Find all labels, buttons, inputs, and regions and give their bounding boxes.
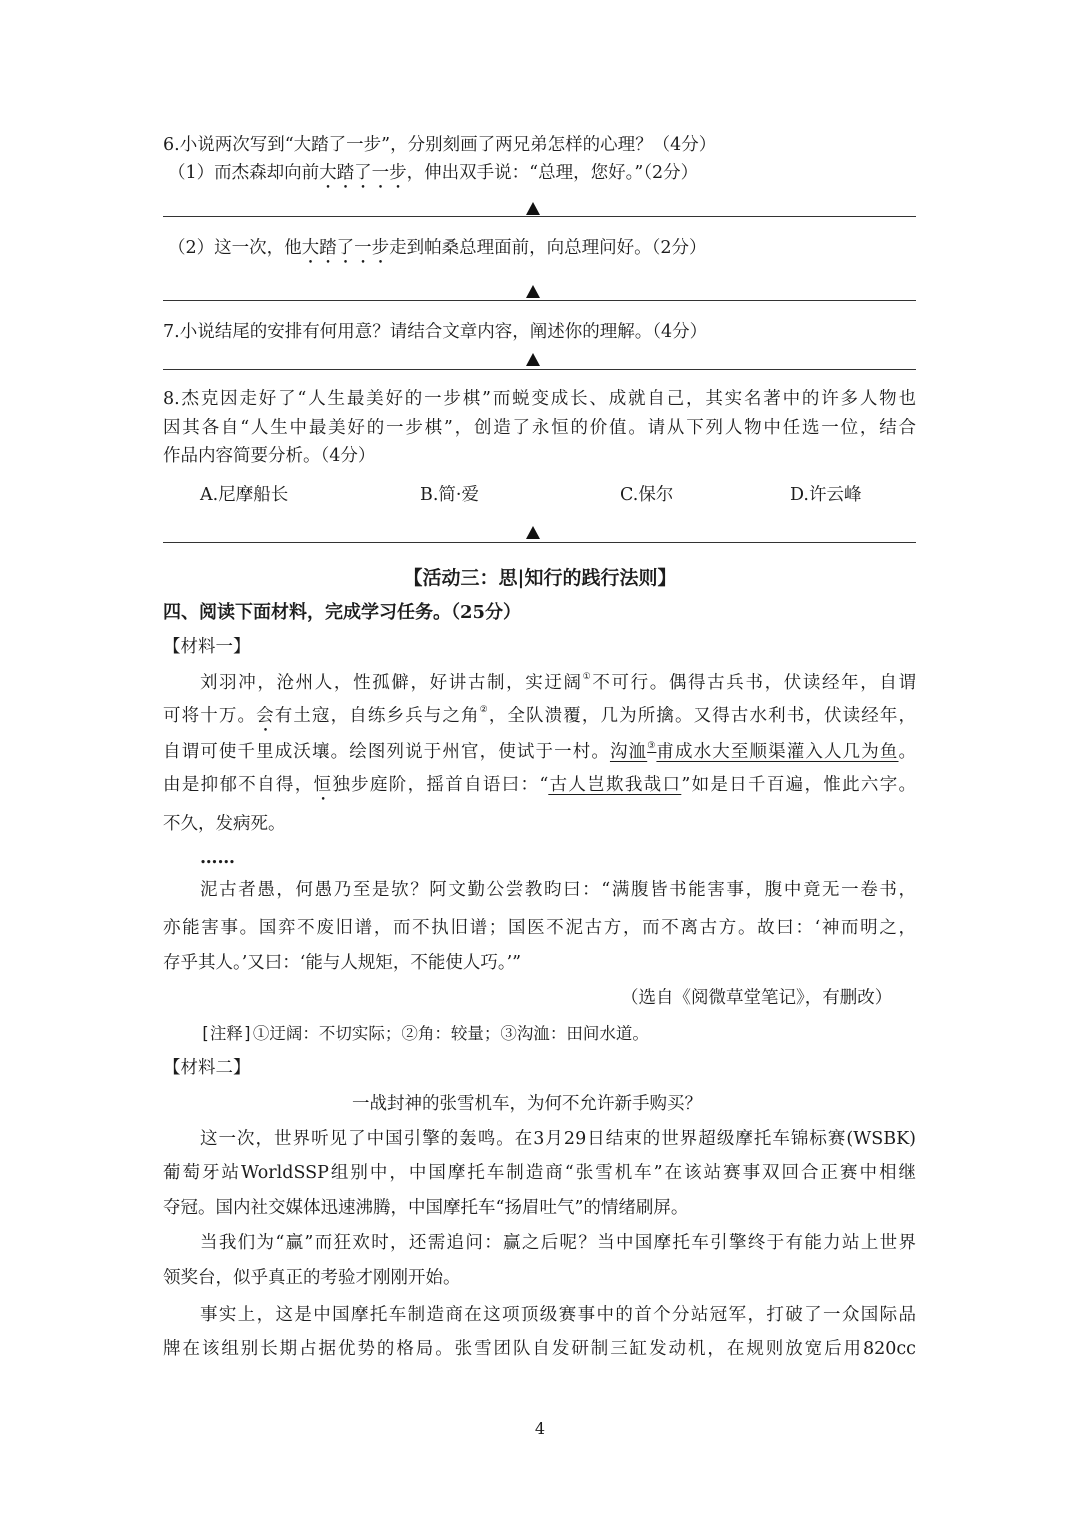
answer-marker-triangle	[526, 353, 540, 366]
material2-label: 【材料二】	[163, 1058, 251, 1078]
answer-marker-triangle	[526, 202, 540, 215]
answer-line	[163, 369, 916, 370]
material1-line: 刘羽冲，沧州人，性孤僻，好讲古制，实迂阔①不可行。偶得古兵书，伏读经年，自谓	[200, 672, 917, 693]
material2-line: 夺冠。国内社交媒体迅速沸腾，中国摩托车“扬眉吐气”的情绪刷屏。	[163, 1198, 689, 1218]
material1-line: 存乎其人。’又曰：‘能与人规矩，不能使人巧。’”	[163, 953, 522, 973]
ellipsis: ……	[200, 848, 235, 868]
q6-sub1-after: ，伸出双手说：“总理，您好。”（2分）	[406, 163, 699, 183]
q8-option-b: B.简·爱	[420, 485, 479, 505]
q6-sub2	[168, 236, 707, 268]
material2-line: 牌在该组别长期占据优势的格局。张雪团队自发研制三缸发动机，在规则放宽后用820cc	[163, 1339, 916, 1359]
material1-notes: [注释]①迂阔：不切实际；②角：较量；③沟洫：田间水道。	[200, 1024, 649, 1043]
answer-line	[163, 300, 916, 301]
material1-line: 可将十万。会有土寇，自练乡兵与之角②，全队溃覆，几为所擒。又得古水利书，伏读经年，	[163, 705, 917, 726]
q8-line: 因其各自“人生中最美好的一步棋”，创造了永恒的价值。请从下列人物中任选一位，结合	[163, 418, 916, 438]
section-title: 四、阅读下面材料，完成学习任务。（25分）	[163, 602, 522, 623]
q6-sub2-dotted: 大踏了一步	[301, 238, 390, 258]
answer-marker-triangle	[526, 285, 540, 298]
material1-line: 自谓可使千里成沃壤。绘图列说于州官，使试于一村。沟洫③甫成水大至顺渠灌入人几为鱼。	[163, 741, 917, 762]
q6-stem: 6.小说两次写到“大踏了一步”，分别刻画了两兄弟怎样的心理？（4分）	[163, 135, 717, 155]
q8-line: 8.杰克因走好了“人生最美好的一步棋”而蜕变成长、成就自己，其实名著中的许多人物也	[163, 389, 916, 409]
answer-marker-triangle	[526, 526, 540, 539]
q8-option-d: D.许云峰	[790, 485, 862, 505]
q6-sub2-before: （2）这一次，他	[168, 238, 302, 258]
q6-sub1-dotted: 大踏了一步	[319, 163, 407, 183]
material1-line: 泥古者愚，何愚乃至是欤？阿文勤公尝教昀曰：“满腹皆书能害事，腹中竟无一卷书，	[200, 880, 916, 900]
material2-line: 事实上，这是中国摩托车制造商在这项顶级赛事中的首个分站冠军，打破了一众国际品	[200, 1305, 916, 1325]
material1-source: （选自《阅微草堂笔记》，有删改）	[621, 988, 893, 1008]
q8-line: 作品内容简要分析。（4分）	[163, 446, 376, 466]
page-number: 4	[534, 1419, 546, 1438]
material1-label: 【材料一】	[163, 637, 251, 657]
material2-line: 葡萄牙站WorldSSP组别中，中国摩托车制造商“张雪机车”在该站赛事双回合正赛中相继	[163, 1163, 916, 1183]
material1-line: 由是抑郁不自得，恒独步庭阶，摇首自语曰：“古人岂欺我哉口”如是日千百遍，惟此六字。	[163, 775, 917, 795]
q8-option-c: C.保尔	[620, 485, 674, 505]
material1-line: 亦能害事。国弈不废旧谱，而不执旧谱；国医不泥古方，而不离古方。故曰：‘神而明之，	[163, 918, 916, 938]
answer-line	[163, 216, 916, 217]
material1-line: 不久，发病死。	[163, 814, 286, 834]
material2-line: 领奖台，似乎真正的考验才刚刚开始。	[163, 1268, 461, 1288]
activity-title: 【活动三：思|知行的践行法则】	[403, 567, 677, 589]
material2-line: 这一次，世界听见了中国引擎的轰鸣。在3月29日结束的世界超级摩托车锦标赛(WSBK)	[200, 1129, 916, 1149]
answer-line	[163, 542, 916, 543]
q8-option-a: A.尼摩船长	[200, 485, 289, 505]
q6-sub2-after: 走到帕桑总理面前，向总理问好。（2分）	[389, 238, 707, 258]
material2-line: 当我们为“赢”而狂欢时，还需追问：赢之后呢？当中国摩托车引擎终于有能力站上世界	[200, 1233, 916, 1253]
q6-sub1	[168, 161, 698, 193]
material2-title: 一战封神的张雪机车，为何不允许新手购买？	[352, 1094, 702, 1114]
q7-stem: 7.小说结尾的安排有何用意？请结合文章内容，阐述你的理解。（4分）	[163, 322, 708, 342]
q6-sub1-before: （1）而杰森却向前	[168, 163, 320, 183]
